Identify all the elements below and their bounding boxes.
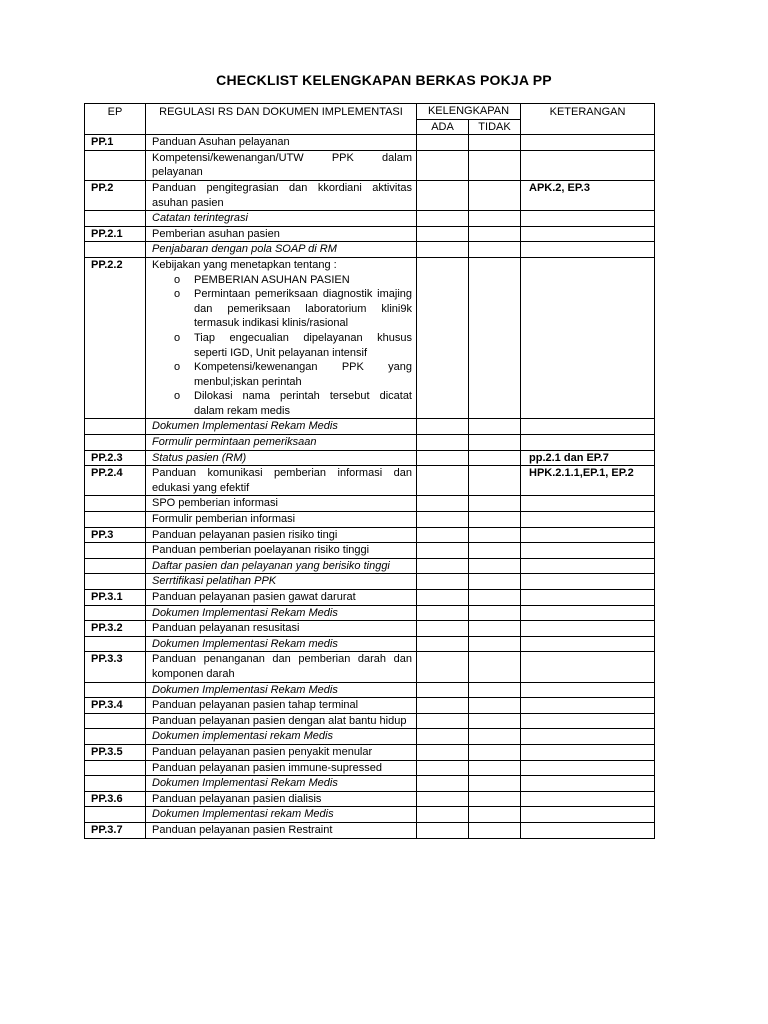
keterangan-cell: HPK.2.1.1,EP.1, EP.2: [521, 466, 655, 496]
ep-cell: PP.2.1: [85, 226, 146, 242]
tidak-cell: [469, 257, 521, 419]
table-row: [85, 791, 655, 807]
sub-list-item: o Permintaan pemeriksaan diagnostik imajing dan pemeriksaan laboratorium klini9k termasuk indikasi klinis/rasional: [194, 287, 412, 331]
keterangan-cell: [521, 636, 655, 652]
ada-cell: [417, 558, 469, 574]
tidak-cell: [469, 543, 521, 559]
header-kelengkapan: KELENGKAPAN: [417, 104, 521, 120]
regulasi-cell: Daftar pasien dan pelayanan yang berisiko tinggi: [146, 558, 417, 574]
regulasi-cell: [146, 257, 417, 419]
regulasi-cell: Panduan pemberian poelayanan risiko tinggi: [146, 543, 417, 559]
ada-cell: [417, 713, 469, 729]
ada-cell: [417, 776, 469, 792]
ada-cell: [417, 543, 469, 559]
tidak-cell: [469, 512, 521, 528]
sub-list: [152, 273, 412, 419]
tidak-cell: [469, 760, 521, 776]
tidak-cell: [469, 180, 521, 210]
keterangan-cell: [521, 257, 655, 419]
tidak-cell: [469, 636, 521, 652]
ep-cell: [85, 760, 146, 776]
sub-list-item: o Dilokasi nama perintah tersebut dicatat dalam rekam medis: [194, 389, 412, 418]
ada-cell: [417, 621, 469, 637]
ada-cell: [417, 636, 469, 652]
ada-cell: [417, 419, 469, 435]
regulasi-cell: Panduan pelayanan pasien tahap terminal: [146, 698, 417, 714]
table-row: [85, 180, 655, 210]
regulasi-text: Kebijakan yang menetapkan tentang :: [152, 258, 337, 271]
ep-cell: [85, 242, 146, 258]
ada-cell: [417, 257, 469, 419]
ep-cell: PP.3.6: [85, 791, 146, 807]
tidak-cell: [469, 135, 521, 151]
ep-cell: PP.3.3: [85, 652, 146, 682]
table-row: [85, 512, 655, 528]
ep-cell: [85, 435, 146, 451]
ep-cell: PP.3.4: [85, 698, 146, 714]
ep-cell: PP.2.2: [85, 257, 146, 419]
ada-cell: [417, 242, 469, 258]
sub-list-item: o Kompetensi/kewenangan PPK yang menbul;iskan perintah: [194, 360, 412, 389]
ada-cell: [417, 496, 469, 512]
regulasi-cell: Panduan pelayanan pasien dengan alat bantu hidup: [146, 713, 417, 729]
keterangan-cell: [521, 590, 655, 606]
ep-cell: PP.1: [85, 135, 146, 151]
ada-cell: [417, 435, 469, 451]
sub-list-item: o Tiap engecualian dipelayanan khusus seperti IGD, Unit pelayanan intensif: [194, 331, 412, 360]
table-row: [85, 652, 655, 682]
keterangan-cell: [521, 226, 655, 242]
regulasi-cell: Status pasien (RM): [146, 450, 417, 466]
keterangan-cell: [521, 776, 655, 792]
ada-cell: [417, 590, 469, 606]
keterangan-cell: [521, 574, 655, 590]
table-row: [85, 682, 655, 698]
table-row: [85, 713, 655, 729]
ep-cell: [85, 807, 146, 823]
tidak-cell: [469, 776, 521, 792]
tidak-cell: [469, 496, 521, 512]
keterangan-cell: [521, 682, 655, 698]
regulasi-cell: Formulir pemberian informasi: [146, 512, 417, 528]
ep-cell: [85, 419, 146, 435]
tidak-cell: [469, 698, 521, 714]
regulasi-cell: Dokumen Implementasi Rekam Medis: [146, 419, 417, 435]
ada-cell: [417, 150, 469, 180]
ada-cell: [417, 466, 469, 496]
table-row: [85, 543, 655, 559]
tidak-cell: [469, 419, 521, 435]
tidak-cell: [469, 435, 521, 451]
table-row: [85, 574, 655, 590]
ep-cell: [85, 558, 146, 574]
table-row: [85, 450, 655, 466]
ada-cell: [417, 450, 469, 466]
regulasi-cell: Panduan pelayanan pasien Restraint: [146, 822, 417, 838]
tidak-cell: [469, 807, 521, 823]
table-row: [85, 698, 655, 714]
ep-cell: [85, 776, 146, 792]
regulasi-cell: Dokumen Implementasi Rekam Medis: [146, 605, 417, 621]
header-regulasi: REGULASI RS DAN DOKUMEN IMPLEMENTASI: [146, 104, 417, 135]
ada-cell: [417, 605, 469, 621]
table-row: [85, 621, 655, 637]
table-row: [85, 150, 655, 180]
header-ada: ADA: [417, 119, 469, 135]
tidak-cell: [469, 744, 521, 760]
tidak-cell: [469, 822, 521, 838]
ep-cell: [85, 605, 146, 621]
ada-cell: [417, 574, 469, 590]
tidak-cell: [469, 574, 521, 590]
tidak-cell: [469, 226, 521, 242]
ada-cell: [417, 760, 469, 776]
ada-cell: [417, 226, 469, 242]
table-row: [85, 226, 655, 242]
table-row: [85, 807, 655, 823]
table-row: [85, 211, 655, 227]
table-row: [85, 760, 655, 776]
table-row: [85, 636, 655, 652]
tidak-cell: [469, 791, 521, 807]
regulasi-cell: Serrtifikasi pelatihan PPK: [146, 574, 417, 590]
keterangan-cell: [521, 744, 655, 760]
table-row: [85, 776, 655, 792]
table-row: [85, 558, 655, 574]
keterangan-cell: [521, 605, 655, 621]
keterangan-cell: [521, 713, 655, 729]
ep-cell: PP.3.5: [85, 744, 146, 760]
ep-cell: [85, 729, 146, 745]
table-row: [85, 605, 655, 621]
table-row: [85, 822, 655, 838]
ada-cell: [417, 807, 469, 823]
regulasi-cell: Panduan Asuhan pelayanan: [146, 135, 417, 151]
document-title: CHECKLIST KELENGKAPAN BERKAS POKJA PP: [216, 72, 552, 88]
table-row: [85, 744, 655, 760]
ep-cell: PP.3.7: [85, 822, 146, 838]
table-row: [85, 527, 655, 543]
regulasi-cell: Pemberian asuhan pasien: [146, 226, 417, 242]
regulasi-cell: Dokumen Implementasi Rekam Medis: [146, 682, 417, 698]
table-row: [85, 496, 655, 512]
regulasi-cell: Dokumen implementasi rekam Medis: [146, 729, 417, 745]
tidak-cell: [469, 652, 521, 682]
regulasi-cell: SPO pemberian informasi: [146, 496, 417, 512]
regulasi-cell: Catatan terintegrasi: [146, 211, 417, 227]
table-row: [85, 435, 655, 451]
ep-cell: [85, 682, 146, 698]
tidak-cell: [469, 590, 521, 606]
keterangan-cell: [521, 527, 655, 543]
keterangan-cell: [521, 729, 655, 745]
regulasi-cell: Panduan komunikasi pemberian informasi dan edukasi yang efektif: [146, 466, 417, 496]
keterangan-cell: APK.2, EP.3: [521, 180, 655, 210]
keterangan-cell: [521, 652, 655, 682]
keterangan-cell: pp.2.1 dan EP.7: [521, 450, 655, 466]
keterangan-cell: [521, 419, 655, 435]
keterangan-cell: [521, 543, 655, 559]
regulasi-cell: Penjabaran dengan pola SOAP di RM: [146, 242, 417, 258]
keterangan-cell: [521, 150, 655, 180]
keterangan-cell: [521, 435, 655, 451]
header-ep: EP: [85, 104, 146, 135]
keterangan-cell: [521, 512, 655, 528]
ep-cell: [85, 211, 146, 227]
regulasi-cell: Formulir permintaan pemeriksaan: [146, 435, 417, 451]
table-row: [85, 466, 655, 496]
ep-cell: [85, 543, 146, 559]
ep-cell: PP.3: [85, 527, 146, 543]
regulasi-cell: Panduan pelayanan pasien penyakit menular: [146, 744, 417, 760]
ada-cell: [417, 512, 469, 528]
tidak-cell: [469, 729, 521, 745]
ep-cell: [85, 636, 146, 652]
ep-cell: [85, 496, 146, 512]
ada-cell: [417, 135, 469, 151]
ep-cell: [85, 512, 146, 528]
keterangan-cell: [521, 621, 655, 637]
keterangan-cell: [521, 760, 655, 776]
ada-cell: [417, 211, 469, 227]
regulasi-cell: Panduan pengitegrasian dan kkordiani aktivitas asuhan pasien: [146, 180, 417, 210]
table-row: [85, 257, 655, 419]
regulasi-cell: Dokumen Implementasi rekam Medis: [146, 807, 417, 823]
ep-cell: PP.2.3: [85, 450, 146, 466]
ep-cell: PP.3.1: [85, 590, 146, 606]
header-keterangan: KETERANGAN: [521, 104, 655, 135]
regulasi-cell: Panduan pelayanan pasien dialisis: [146, 791, 417, 807]
ada-cell: [417, 698, 469, 714]
keterangan-cell: [521, 558, 655, 574]
ep-cell: PP.2: [85, 180, 146, 210]
regulasi-cell: Panduan pelayanan resusitasi: [146, 621, 417, 637]
keterangan-cell: [521, 211, 655, 227]
keterangan-cell: [521, 135, 655, 151]
tidak-cell: [469, 242, 521, 258]
header-tidak: TIDAK: [469, 119, 521, 135]
tidak-cell: [469, 713, 521, 729]
ada-cell: [417, 791, 469, 807]
keterangan-cell: [521, 698, 655, 714]
keterangan-cell: [521, 791, 655, 807]
tidak-cell: [469, 605, 521, 621]
ada-cell: [417, 527, 469, 543]
checklist-table: [84, 103, 655, 839]
ep-cell: [85, 574, 146, 590]
table-row: [85, 242, 655, 258]
tidak-cell: [469, 466, 521, 496]
table-row: [85, 729, 655, 745]
table-row: [85, 419, 655, 435]
ep-cell: PP.2.4: [85, 466, 146, 496]
keterangan-cell: [521, 242, 655, 258]
table-row: [85, 135, 655, 151]
regulasi-cell: Kompetensi/kewenangan/UTW PPK dalam pelayanan: [146, 150, 417, 180]
regulasi-cell: Dokumen Implementasi Rekam medis: [146, 636, 417, 652]
tidak-cell: [469, 450, 521, 466]
ep-cell: PP.3.2: [85, 621, 146, 637]
tidak-cell: [469, 682, 521, 698]
ada-cell: [417, 744, 469, 760]
ep-cell: [85, 150, 146, 180]
tidak-cell: [469, 527, 521, 543]
ada-cell: [417, 822, 469, 838]
ada-cell: [417, 180, 469, 210]
regulasi-cell: Panduan pelayanan pasien immune-supressed: [146, 760, 417, 776]
regulasi-cell: Panduan pelayanan pasien gawat darurat: [146, 590, 417, 606]
regulasi-cell: Dokumen Implementasi Rekam Medis: [146, 776, 417, 792]
table-row: [85, 590, 655, 606]
keterangan-cell: [521, 807, 655, 823]
ep-cell: [85, 713, 146, 729]
tidak-cell: [469, 558, 521, 574]
ada-cell: [417, 652, 469, 682]
tidak-cell: [469, 150, 521, 180]
keterangan-cell: [521, 822, 655, 838]
keterangan-cell: [521, 496, 655, 512]
regulasi-cell: Panduan pelayanan pasien risiko tingi: [146, 527, 417, 543]
sub-list-item: o PEMBERIAN ASUHAN PASIEN: [194, 273, 412, 288]
ada-cell: [417, 729, 469, 745]
tidak-cell: [469, 621, 521, 637]
regulasi-cell: Panduan penanganan dan pemberian darah dan komponen darah: [146, 652, 417, 682]
tidak-cell: [469, 211, 521, 227]
ada-cell: [417, 682, 469, 698]
